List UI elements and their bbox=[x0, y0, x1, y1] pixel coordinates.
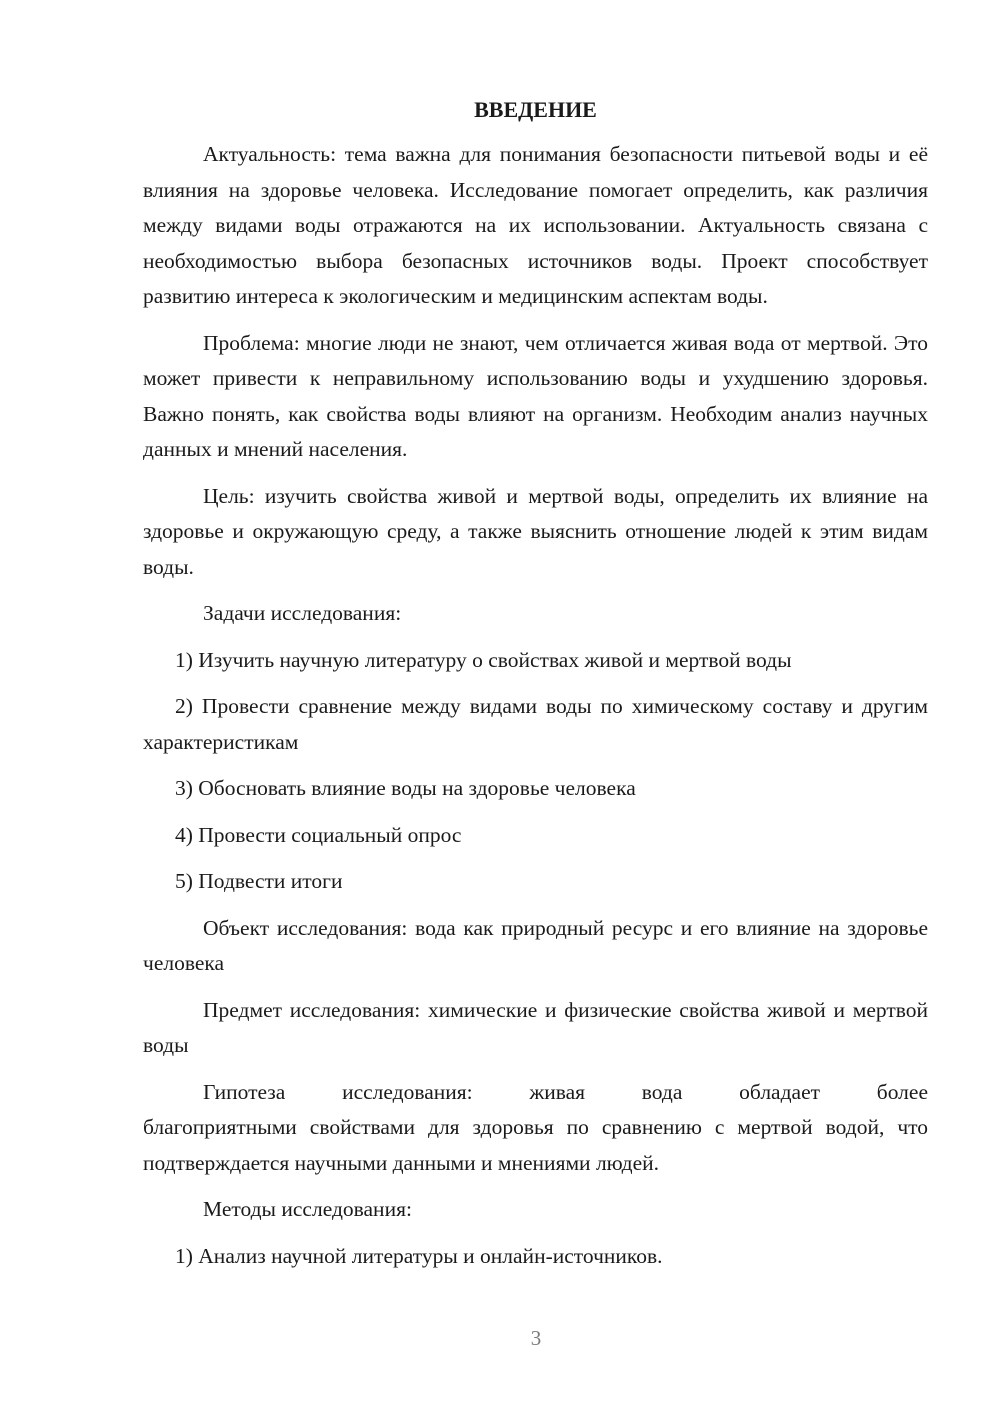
relevance-paragraph: Актуальность: тема важна для понимания безопасности питьевой воды и её влияния на здоровье человека. Исследование помогает определить, как различия между видами воды отражаются на их использовании. Актуальность связана с необходимостью выбора безопасных источников воды. Проект способствует развитию интереса к экологическим и медицинским аспектам воды. bbox=[143, 142, 928, 308]
task-item-5: 5) Подвести итоги bbox=[175, 869, 343, 893]
task-item-2: 2) Провести сравнение между видами воды по химическому составу и другим характеристикам bbox=[143, 694, 928, 754]
problem-paragraph: Проблема: многие люди не знают, чем отличается живая вода от мертвой. Это может привести к неправильному использованию воды и ухудшению здоровья. Важно понять, как свойства воды влияют на организм. Необходим анализ научных данных и мнений населения. bbox=[143, 330, 928, 461]
task-item-1: 1) Изучить научную литературу о свойствах живой и мертвой воды bbox=[175, 647, 792, 672]
page-number: 3 bbox=[530, 1326, 542, 1350]
goal-paragraph: Цель: изучить свойства живой и мертвой воды, определить их влияние на здоровье и окружающую среду, а также выяснить отношение людей к этим видам воды. bbox=[143, 483, 928, 579]
hypothesis-first-line: Гипотеза исследования: живая вода обладает более bbox=[203, 1079, 928, 1104]
tasks-heading: Задачи исследования: bbox=[203, 601, 402, 625]
object-paragraph: Объект исследования: вода как природный ресурс и его влияние на здоровье человека bbox=[143, 915, 928, 975]
task-item-3: 3) Обосновать влияние воды на здоровье человека bbox=[175, 776, 636, 800]
subject-paragraph: Предмет исследования: химические и физические свойства живой и мертвой воды bbox=[143, 997, 928, 1057]
methods-heading: Методы исследования: bbox=[203, 1197, 412, 1221]
hypothesis-continuation: благоприятными свойствами для здоровья по сравнению с мертвой водой, что подтверждается научными данными и мнениями людей. bbox=[143, 1115, 928, 1175]
method-item-1: 1) Анализ научной литературы и онлайн-источников. bbox=[175, 1243, 663, 1268]
page-content bbox=[143, 92, 928, 1274]
task-item-4: 4) Провести социальный опрос bbox=[175, 822, 462, 847]
page-title: ВВЕДЕНИЕ bbox=[474, 97, 597, 122]
hypothesis-paragraph bbox=[143, 1075, 928, 1182]
